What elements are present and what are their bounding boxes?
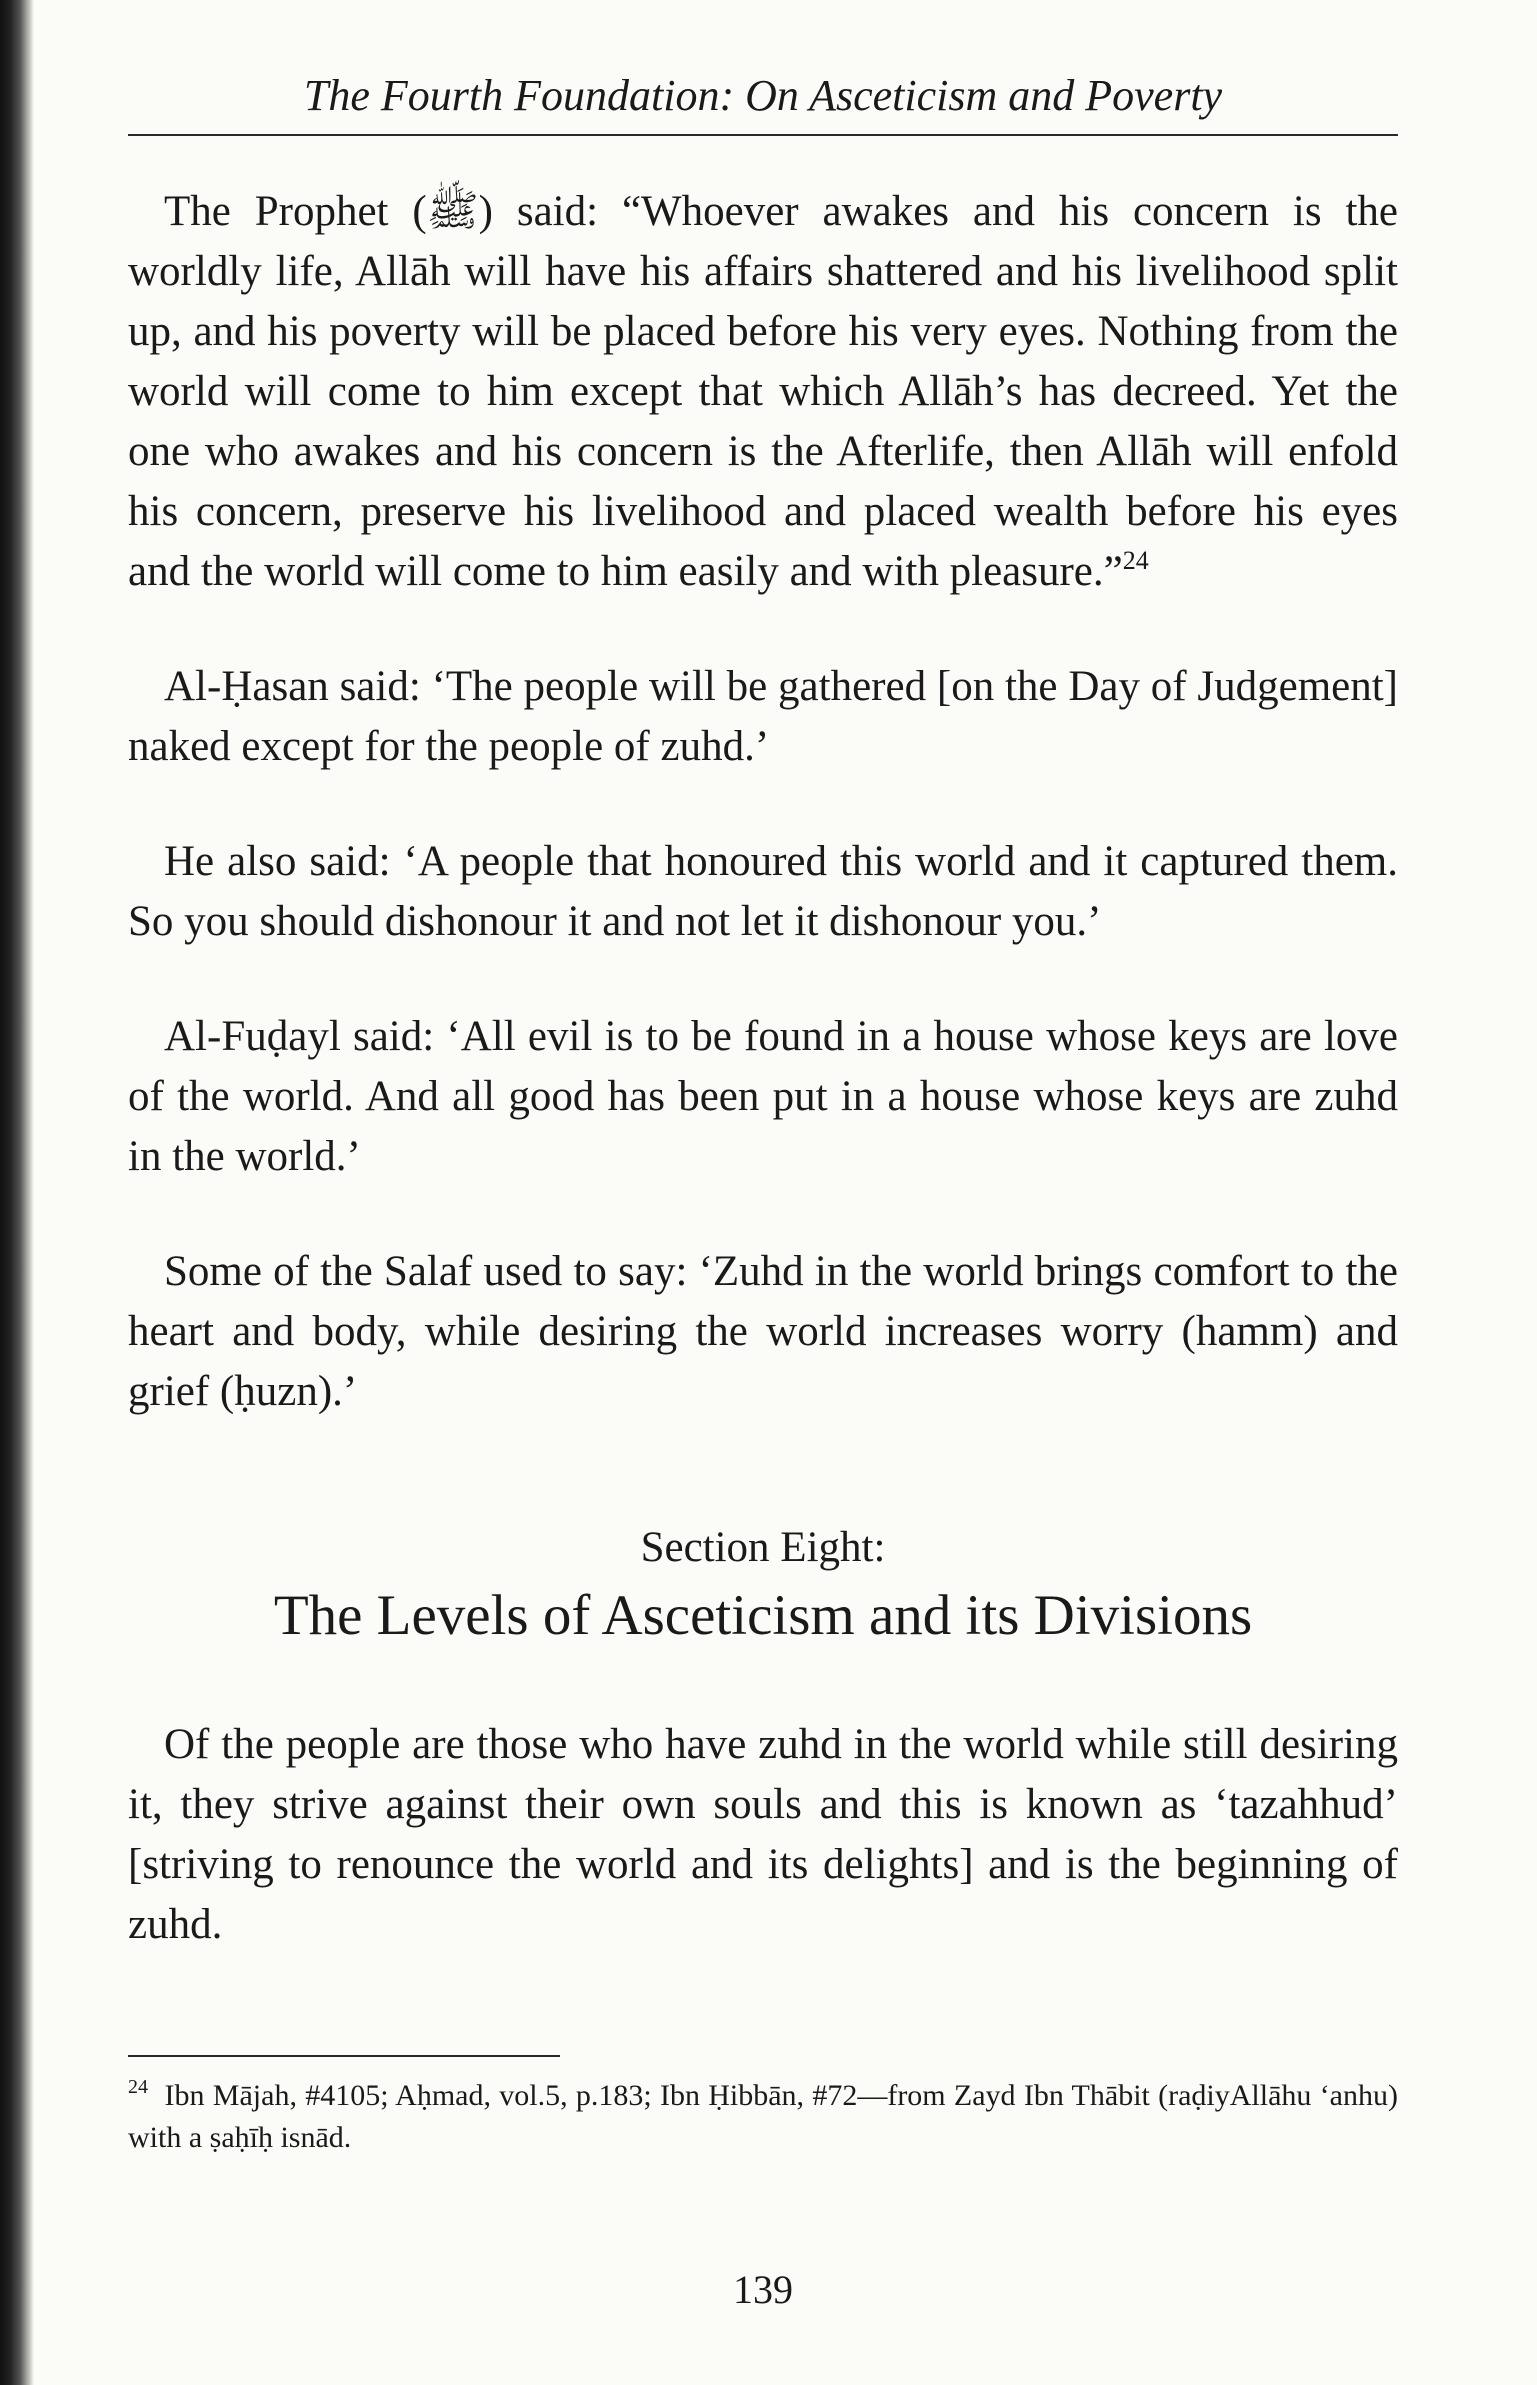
paragraph-al-hasan: Al-Ḥasan said: ‘The people will be gathered [on the Day of Judgement] naked except for the people of zuhd.’ (128, 663, 1398, 770)
page-number: 139 (733, 2267, 793, 2312)
book-binding-shadow (0, 0, 34, 2385)
body-text (128, 182, 1398, 1422)
section-body (128, 1715, 1398, 1955)
footnote-rule (128, 2055, 560, 2057)
footnote-text: Ibn Mājah, #4105; Aḥmad, vol.5, p.183; Ibn Ḥibbān, #72—from Zayd Ibn Thābit (raḍiyAllāhu ‘anhu) with a ṣaḥīḥ isnād. (128, 2079, 1398, 2154)
footnote-number: 24 (128, 2076, 148, 2098)
paragraph-levels: Of the people are those who have zuhd in the world while still desiring it, they strive against their own souls and this is known as ‘tazahhud’ [striving to renounce the world and its delights] and is the beginning of zuhd. (128, 1721, 1398, 1948)
paragraph-al-fudayl: Al-Fuḍayl said: ‘All evil is to be found in a house whose keys are love of the world. And all good has been put in a house whose keys are zuhd in the world.’ (128, 1013, 1398, 1180)
footnote-ref[interactable]: 24 (1122, 546, 1149, 575)
header-rule (128, 134, 1398, 136)
footnote (128, 2075, 1398, 2159)
running-head: The Fourth Foundation: On Asceticism and Poverty (303, 71, 1223, 120)
section-title: The Levels of Asceticism and its Divisions (273, 1584, 1253, 1647)
section-label: Section Eight: (640, 1524, 886, 1571)
paragraph-prophet-hadith (128, 182, 1398, 602)
paragraph-text: The Prophet (ﷺ) said: “Whoever awakes and his concern is the worldly life, Allāh will have his affairs shattered and his livelihood split up, and his poverty will be placed before his very eyes. Nothing from the world will come to him except that which Allāh’s has decreed. Yet the one who awakes and his concern is the Afterlife, then Allāh will enfold his concern, preserve his livelihood and placed wealth before his eyes and the world will come to him easily and with pleasure.” (128, 188, 1398, 595)
book-page (128, 0, 1398, 2385)
paragraph-salaf: Some of the Salaf used to say: ‘Zuhd in the world brings comfort to the heart and body, while desiring the world increases worry (hamm) and grief (ḥuzn).’ (128, 1248, 1398, 1415)
paragraph-he-also-said: He also said: ‘A people that honoured this world and it captured them. So you should dishonour it and not let it dishonour you.’ (128, 838, 1398, 945)
